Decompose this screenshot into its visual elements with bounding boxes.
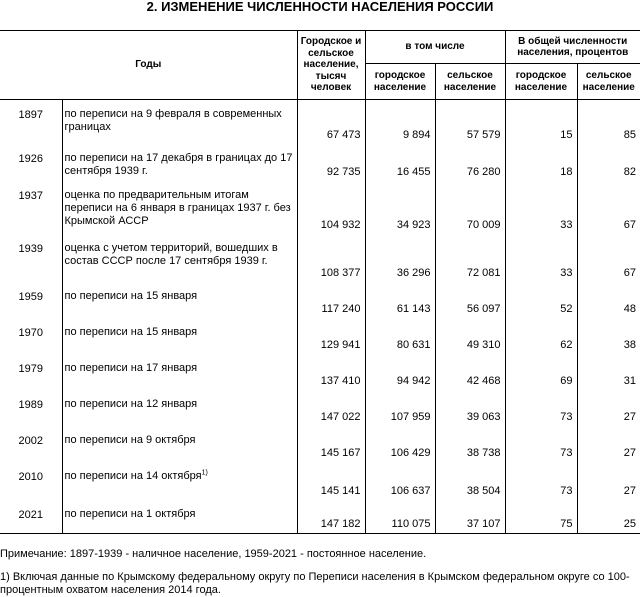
row-description: по переписи на 9 февраля в современных границах [62,100,297,144]
header-rural: сельское население [435,64,505,100]
row-year: 2021 [0,500,62,534]
row-rural-pct: 67 [623,218,636,231]
row-rural-pct: 82 [623,165,636,178]
row-rural: 38 504 [435,462,505,500]
row-total: 145 141 [297,462,365,500]
table-row [0,426,640,462]
row-urban: 110 075 [365,500,435,534]
row-urban: 106 637 [365,462,435,500]
row-description: по переписи на 14 октября$^{1)}$ [62,462,297,500]
row-rural-pct: 67 [623,266,636,279]
row-year: 1897 [0,100,62,144]
row-urban-pct: 15 [505,100,577,144]
row-urban: 80 631 [365,318,435,354]
table-footnote: 1) Включая данные по Крымскому федеральному округу по Переписи населения в Крымском федеральном округе со 100-процентным охватом населения 2014 года. [0,571,630,596]
row-year: 1970 [0,318,62,354]
row-rural: 70 009 [435,181,505,234]
row-urban-pct: 73 [505,426,577,462]
row-year: 2010 [0,462,62,500]
table-row [0,282,640,318]
row-description: по переписи на 15 января [62,318,297,354]
header-total: Городское и сельское население, тысяч человек [297,31,365,100]
table-row [0,462,640,500]
row-rural-pct: 48 [623,302,636,315]
row-description: по переписи на 17 января [62,354,297,390]
row-rural-pct: 27 [623,484,636,497]
row-urban: 107 959 [365,390,435,426]
row-year: 1926 [0,144,62,181]
row-rural: 42 468 [435,354,505,390]
row-urban: 61 143 [365,282,435,318]
row-urban-pct: 75 [505,500,577,534]
row-rural-pct: 31 [623,374,636,387]
row-urban-pct: 62 [505,318,577,354]
row-rural-pct: 38 [623,338,636,351]
row-description: по переписи на 15 января [62,282,297,318]
row-urban: 106 429 [365,426,435,462]
row-rural-pct: 27 [623,410,636,423]
row-rural: 49 310 [435,318,505,354]
row-year: 1989 [0,390,62,426]
row-description: по переписи на 17 декабря в границах до 17 сентября 1939 г. [62,144,297,181]
row-year: 1937 [0,181,62,234]
row-rural: 38 738 [435,426,505,462]
row-year: 1959 [0,282,62,318]
row-total: 129 941 [297,318,365,354]
row-total: 92 735 [297,144,365,181]
row-urban-pct: 33 [505,234,577,282]
row-total: 145 167 [297,426,365,462]
row-total: 117 240 [297,282,365,318]
table-row [0,354,640,390]
row-urban: 16 455 [365,144,435,181]
table-row [0,390,640,426]
row-rural: 37 107 [435,500,505,534]
table-row [0,181,640,234]
header-share: В общей численности населения, процентов [505,31,640,64]
row-rural: 57 579 [435,100,505,144]
row-rural: 72 081 [435,234,505,282]
row-urban-pct: 73 [505,462,577,500]
row-total: 147 182 [297,500,365,534]
header-years: Годы [0,31,297,100]
table-row [0,234,640,282]
row-total: 108 377 [297,234,365,282]
row-rural: 76 280 [435,144,505,181]
row-rural: 39 063 [435,390,505,426]
row-description: оценка по предварительным итогам переписи на 6 января в границах 1937 г. без Крымской АССР [62,181,297,234]
row-urban-pct: 52 [505,282,577,318]
page-title: 2. ИЗМЕНЕНИЕ ЧИСЛЕННОСТИ НАСЕЛЕНИЯ РОССИИ [146,0,494,14]
table-row [0,144,640,181]
row-urban-pct: 18 [505,144,577,181]
row-rural-pct: 25 [577,500,640,534]
row-year: 1939 [0,234,62,282]
row-description: по переписи на 9 октября [62,426,297,462]
row-total: 137 410 [297,354,365,390]
row-description: оценка с учетом территорий, вошедших в состав СССР после 17 сентября 1939 г. [62,234,297,282]
table-row [0,318,640,354]
table-row [0,100,640,144]
row-rural-pct: 27 [623,446,636,459]
row-urban: 9 894 [365,100,435,144]
row-year: 2002 [0,426,62,462]
row-urban: 36 296 [365,234,435,282]
table-row [0,500,640,534]
table-note: Примечание: 1897-1939 - наличное население, 1959-2021 - постоянное население. [0,548,427,560]
row-urban: 94 942 [365,354,435,390]
row-total: 147 022 [297,390,365,426]
row-description: по переписи на 12 января [62,390,297,426]
row-urban-pct: 69 [505,354,577,390]
row-total: 67 473 [297,100,365,144]
footnote-marker: 1) [201,468,208,476]
header-rural-pct: сельское население [577,64,640,100]
row-urban: 34 923 [365,181,435,234]
row-year: 1979 [0,354,62,390]
header-urban: городское население [365,64,435,100]
population-table [0,30,640,534]
header-urban-pct: городское население [505,64,577,100]
header-including: в том числе [365,31,505,64]
row-urban-pct: 73 [505,390,577,426]
row-urban-pct: 33 [505,181,577,234]
row-rural: 56 097 [435,282,505,318]
row-description: по переписи на 1 октября [62,500,297,534]
row-total: 104 932 [297,181,365,234]
row-rural-pct: 85 [623,128,636,141]
